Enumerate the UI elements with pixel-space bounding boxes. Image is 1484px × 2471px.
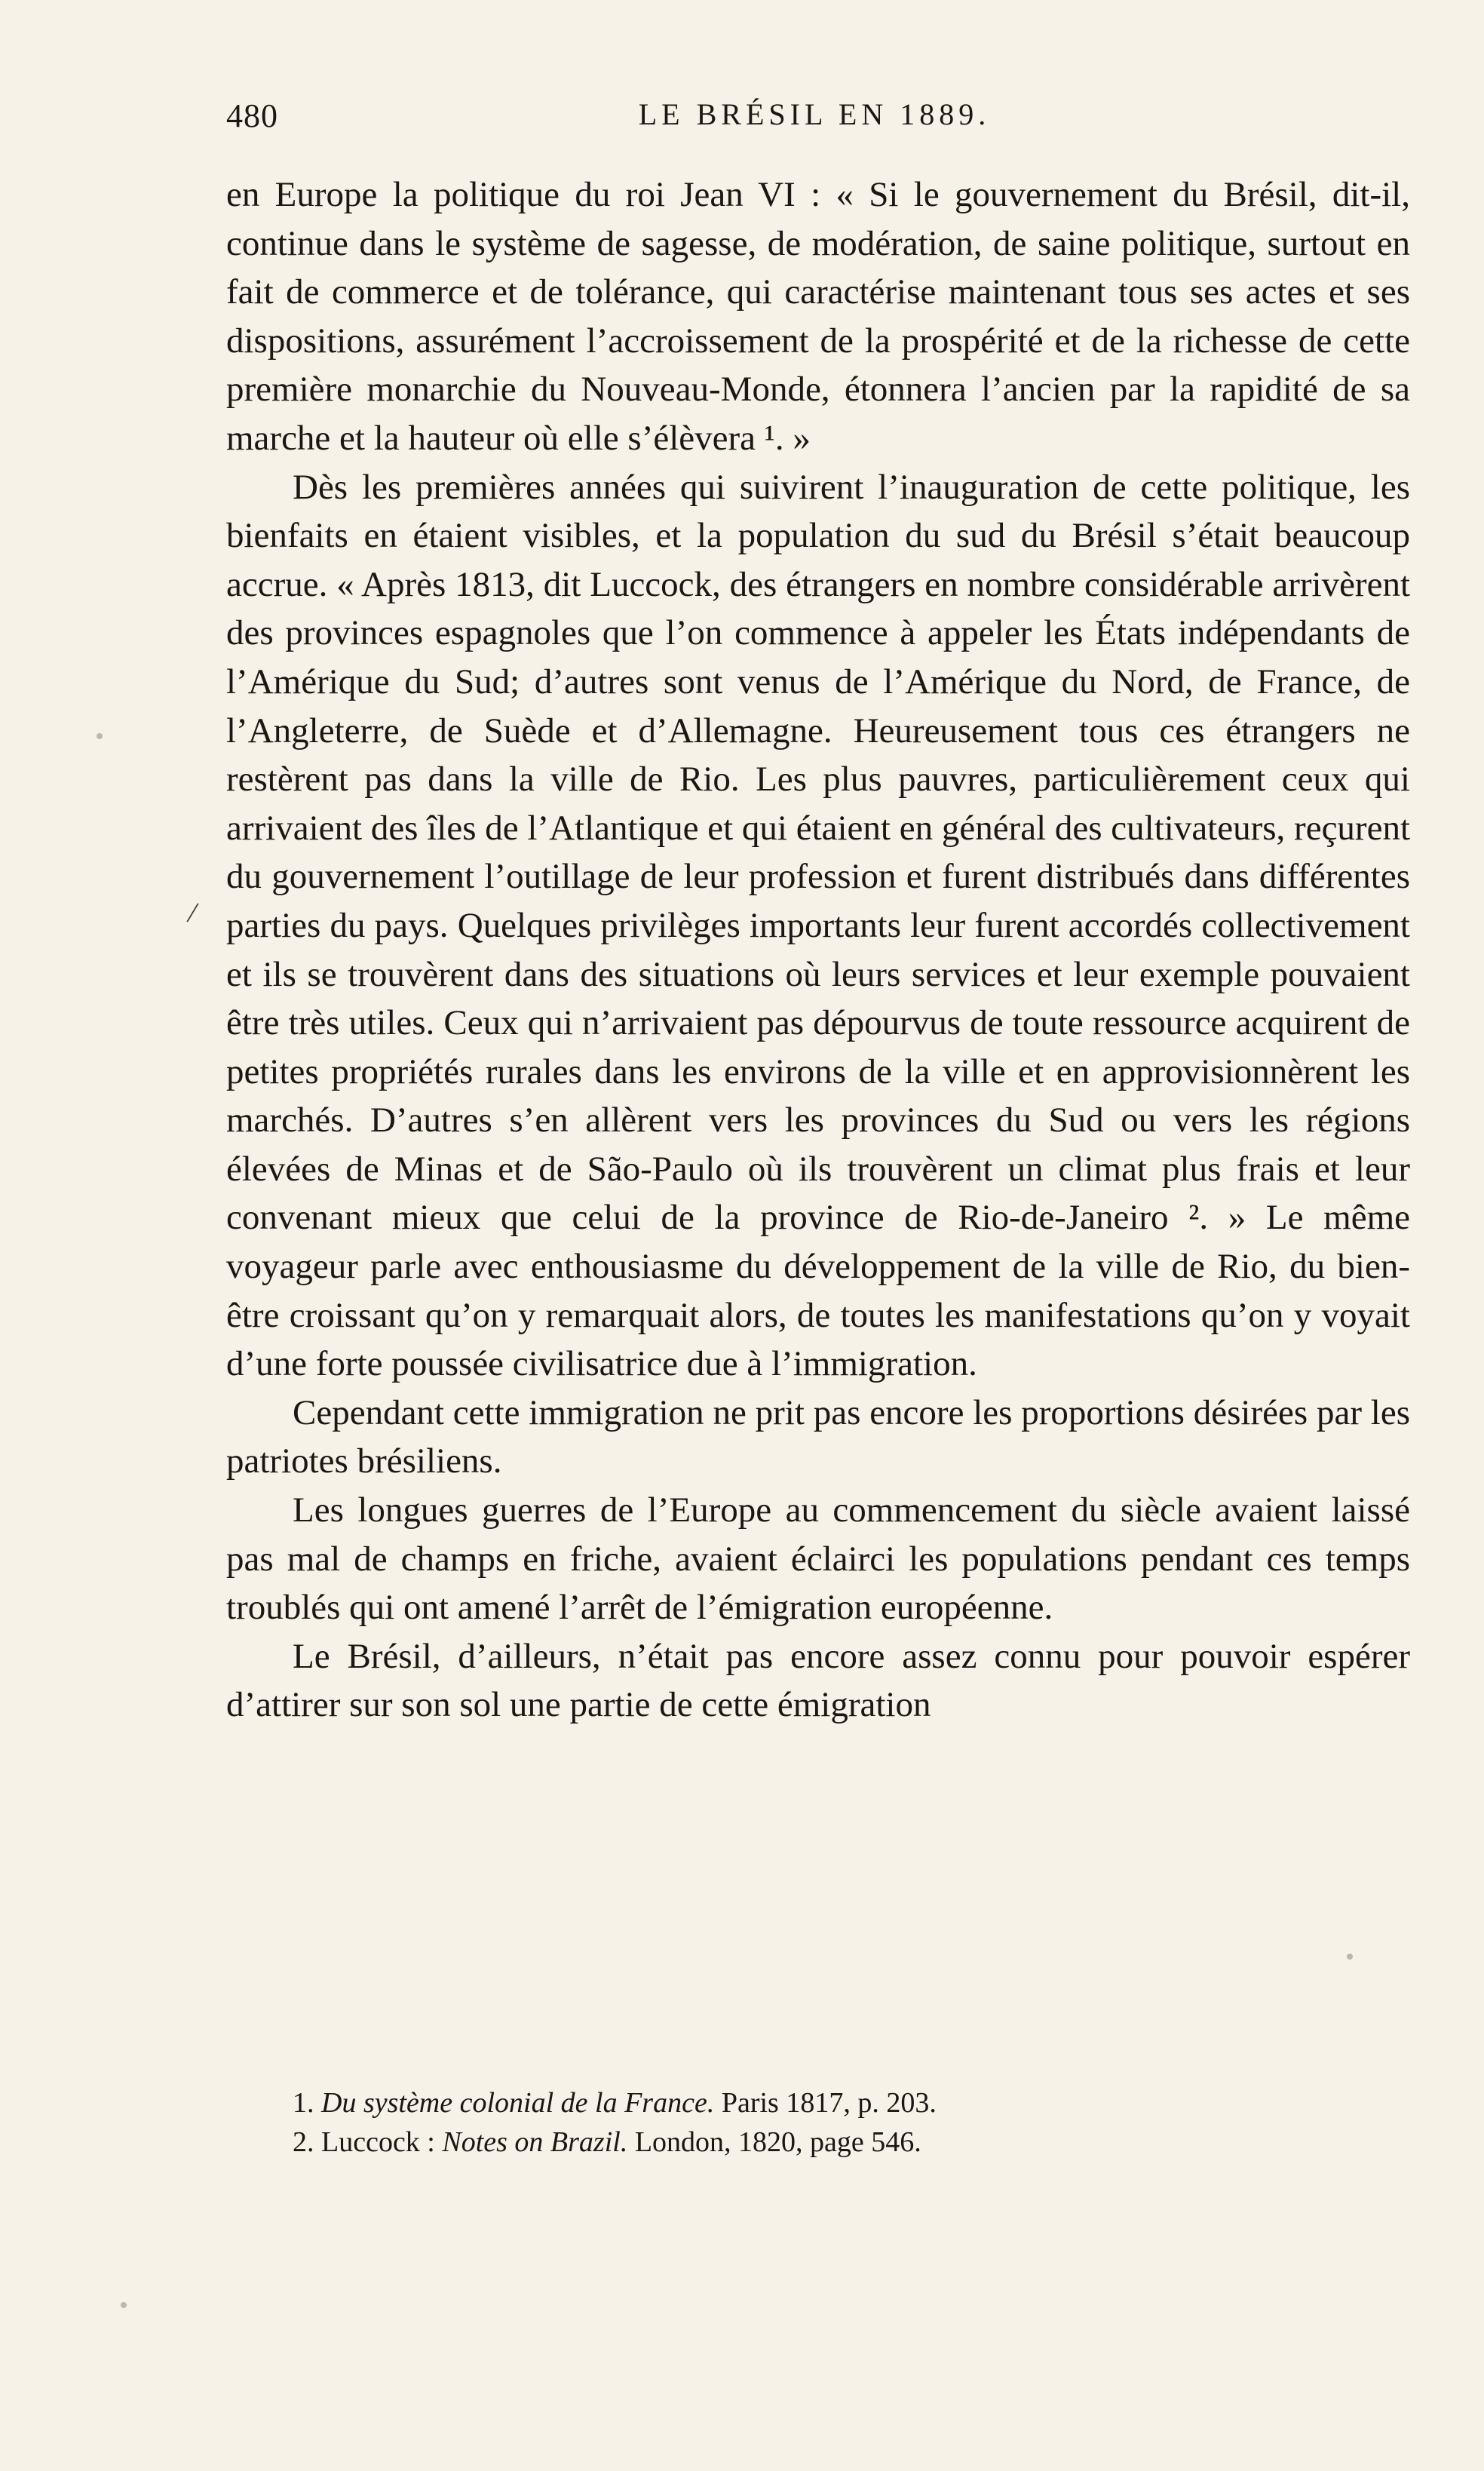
page-header — [226, 97, 1403, 142]
margin-pencil-mark: / — [185, 895, 201, 930]
running-title: LE BRÉSIL EN 1889. — [638, 97, 991, 131]
paragraph-2: Dès les premières années qui suivirent l’inauguration de cette politique, les bienfaits en étaient visibles, et la population du sud du Brésil s’était beaucoup accrue. « Après 1813, dit Luccock, des étrangers en nombre considérable arrivèrent des provinces espagnoles que l’on commence à appeler les États indépendants de l’Amérique du Sud; d’autres sont venus de l’Amérique du Nord, de France, de l’Angleterre, de Suède et d’Allemagne. Heureusement tous ces étrangers ne restèrent pas dans la ville de Rio. Les plus pauvres, particulièrement ceux qui arrivaient des îles de l’Atlantique et qui étaient en général des cultivateurs, reçurent du gouvernement l’outillage de leur profession et furent distribués dans différentes parties du pays. Quelques privilèges importants leur furent accordés collectivement et ils se trouvèrent dans des situations où leurs services et leur exemple pouvaient être très utiles. Ceux qui n’arrivaient pas dépourvus de toute ressource acquirent de petites propriétés rurales dans les environs de la ville et en approvisionnèrent les marchés. D’autres s’en allèrent vers les provinces du Sud ou vers les régions élevées de Minas et de São-Paulo où ils trouvèrent un climat plus frais et leur convenant mieux que celui de la province de Rio-de-Janeiro ². » Le même voyageur parle avec enthousiasme du développement de la ville de Rio, du bien-être croissant qu’on y remarquait alors, de toutes les manifestations qu’on y voyait d’une forte poussée civilisatrice due à l’immigration. — [226, 467, 1410, 1384]
footnote-2-author: Luccock : — [321, 2126, 443, 2158]
footnote-2 — [293, 2123, 1409, 2162]
footnotes — [293, 2083, 1409, 2162]
footnote-1-number: 1. — [293, 2087, 314, 2119]
paper-speck — [97, 733, 103, 739]
paragraph-3: Cependant cette immigration ne prit pas encore les proportions désirées par les patriotes brésiliens. — [226, 1392, 1410, 1481]
footnote-1-title: Du système colonial de la France. — [321, 2087, 715, 2119]
footnote-2-rest: London, 1820, page 546. — [627, 2126, 921, 2158]
footnote-1 — [293, 2083, 1409, 2123]
footnote-2-number: 2. — [293, 2126, 314, 2158]
footnote-2-title: Notes on Brazil. — [442, 2126, 628, 2158]
paragraph-1: en Europe la politique du roi Jean VI : « Si le gouvernement du Brésil, dit-il, continue dans le système de sagesse, de modération, de saine politique, surtout en fait de commerce et de tolérance, qui caractérise maintenant tous ses actes et ses dispositions, assurément l’accroissement de la prospérité et de la richesse de cette première monarchie du Nouveau-Monde, étonnera l’ancien par la rapidité de sa marche et la hauteur où elle s’élèvera ¹. » — [226, 175, 1410, 458]
paragraph-4: Les longues guerres de l’Europe au commencement du siècle avaient laissé pas mal de champs en friche, avaient éclairci les populations pendant ces temps troublés qui ont amené l’arrêt de l’émigration européenne. — [226, 1490, 1410, 1628]
paragraph-5: Le Brésil, d’ailleurs, n’était pas encore assez connu pour pouvoir espérer d’attirer sur son sol une partie de cette émigration — [226, 1636, 1410, 1725]
paper-speck — [1347, 1954, 1353, 1960]
footnote-1-rest: Paris 1817, p. 203. — [714, 2087, 937, 2119]
page-number: 480 — [226, 97, 278, 134]
paper-speck — [121, 2302, 127, 2308]
body-text — [226, 170, 1410, 1730]
